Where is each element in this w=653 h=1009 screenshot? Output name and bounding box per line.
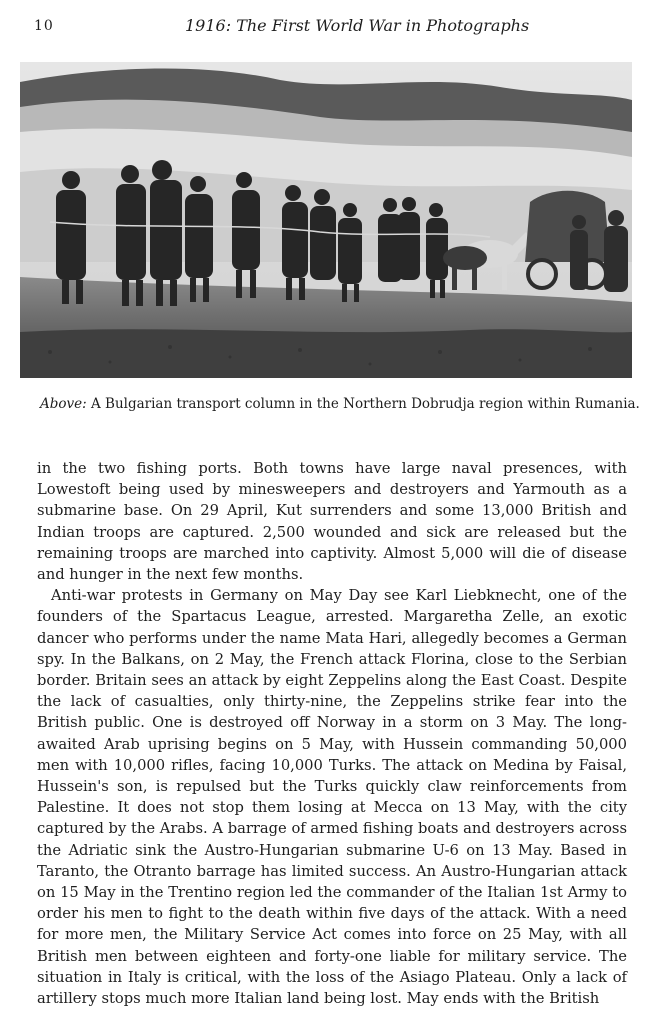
photograph-bulgarian-transport-column	[20, 62, 632, 378]
page-header	[0, 16, 653, 40]
caption-text: A Bulgarian transport column in the Northern Dobrudja region within Rumania.	[86, 396, 640, 412]
body-text	[37, 458, 627, 1009]
page-number: 10	[34, 18, 54, 34]
paragraph: in the two fishing ports. Both towns have large naval presences, with Lowestoft being used by minesweepers and destroyers and Yarmouth as a submarine base. On 29 April, Kut surrenders and some 13,000 British and Indian troops are captured. 2,500 wounded and sick are released but the remaining troops are marched into captivity. Almost 5,000 will die of disease and hunger in the next few months.	[37, 460, 627, 584]
photo-caption	[40, 396, 640, 412]
photo-illustration	[20, 62, 632, 378]
running-title: 1916: The First World War in Photographs	[185, 16, 530, 35]
caption-lead: Above:	[40, 396, 87, 412]
paragraph: Anti-war protests in Germany on May Day see Karl Liebknecht, one of the founders of the Spartacus League, arrested. Margaretha Zelle, an exotic dancer who performs under the name Mata Hari, allegedly becomes a German spy. In the Balkans, on 2 May, the French attack Florina, close to the Serbian border. Britain sees an attack by eight Zeppelins along the East Coast. Despite the lack of casualties, only thirty-nine, the Zeppelins strike fear into the British public. One is destroyed off Norway in a storm on 3 May. The long-awaited Arab uprising begins on 5 May, with Hussein commanding 50,000 men with 10,000 rifles, facing 10,000 Turks. The attack on Medina by Faisal, Hussein's son, is repulsed but the Turks quickly claw reinforcements from Palestine. It does not stop them losing at Mecca on 13 May, with the city captured by the Arabs. A barrage of armed fishing boats and destroyers across the Adriatic sink the Austro-Hungarian submarine U-6 on 13 May. Based in Taranto, the Otranto barrage has limited success. An Austro-Hungarian attack on 15 May in the Trentino region led the commander of the Italian 1st Army to order his men to fight to the death within five days of the attack. With a need for more men, the Military Service Act comes into force on 25 May, with all British men between eighteen and forty-one liable for military service. The situation in Italy is critical, with the loss of the Asiago Plateau. Only a lack of artillery stops much more Italian land being lost. May ends with the British	[37, 587, 627, 1008]
